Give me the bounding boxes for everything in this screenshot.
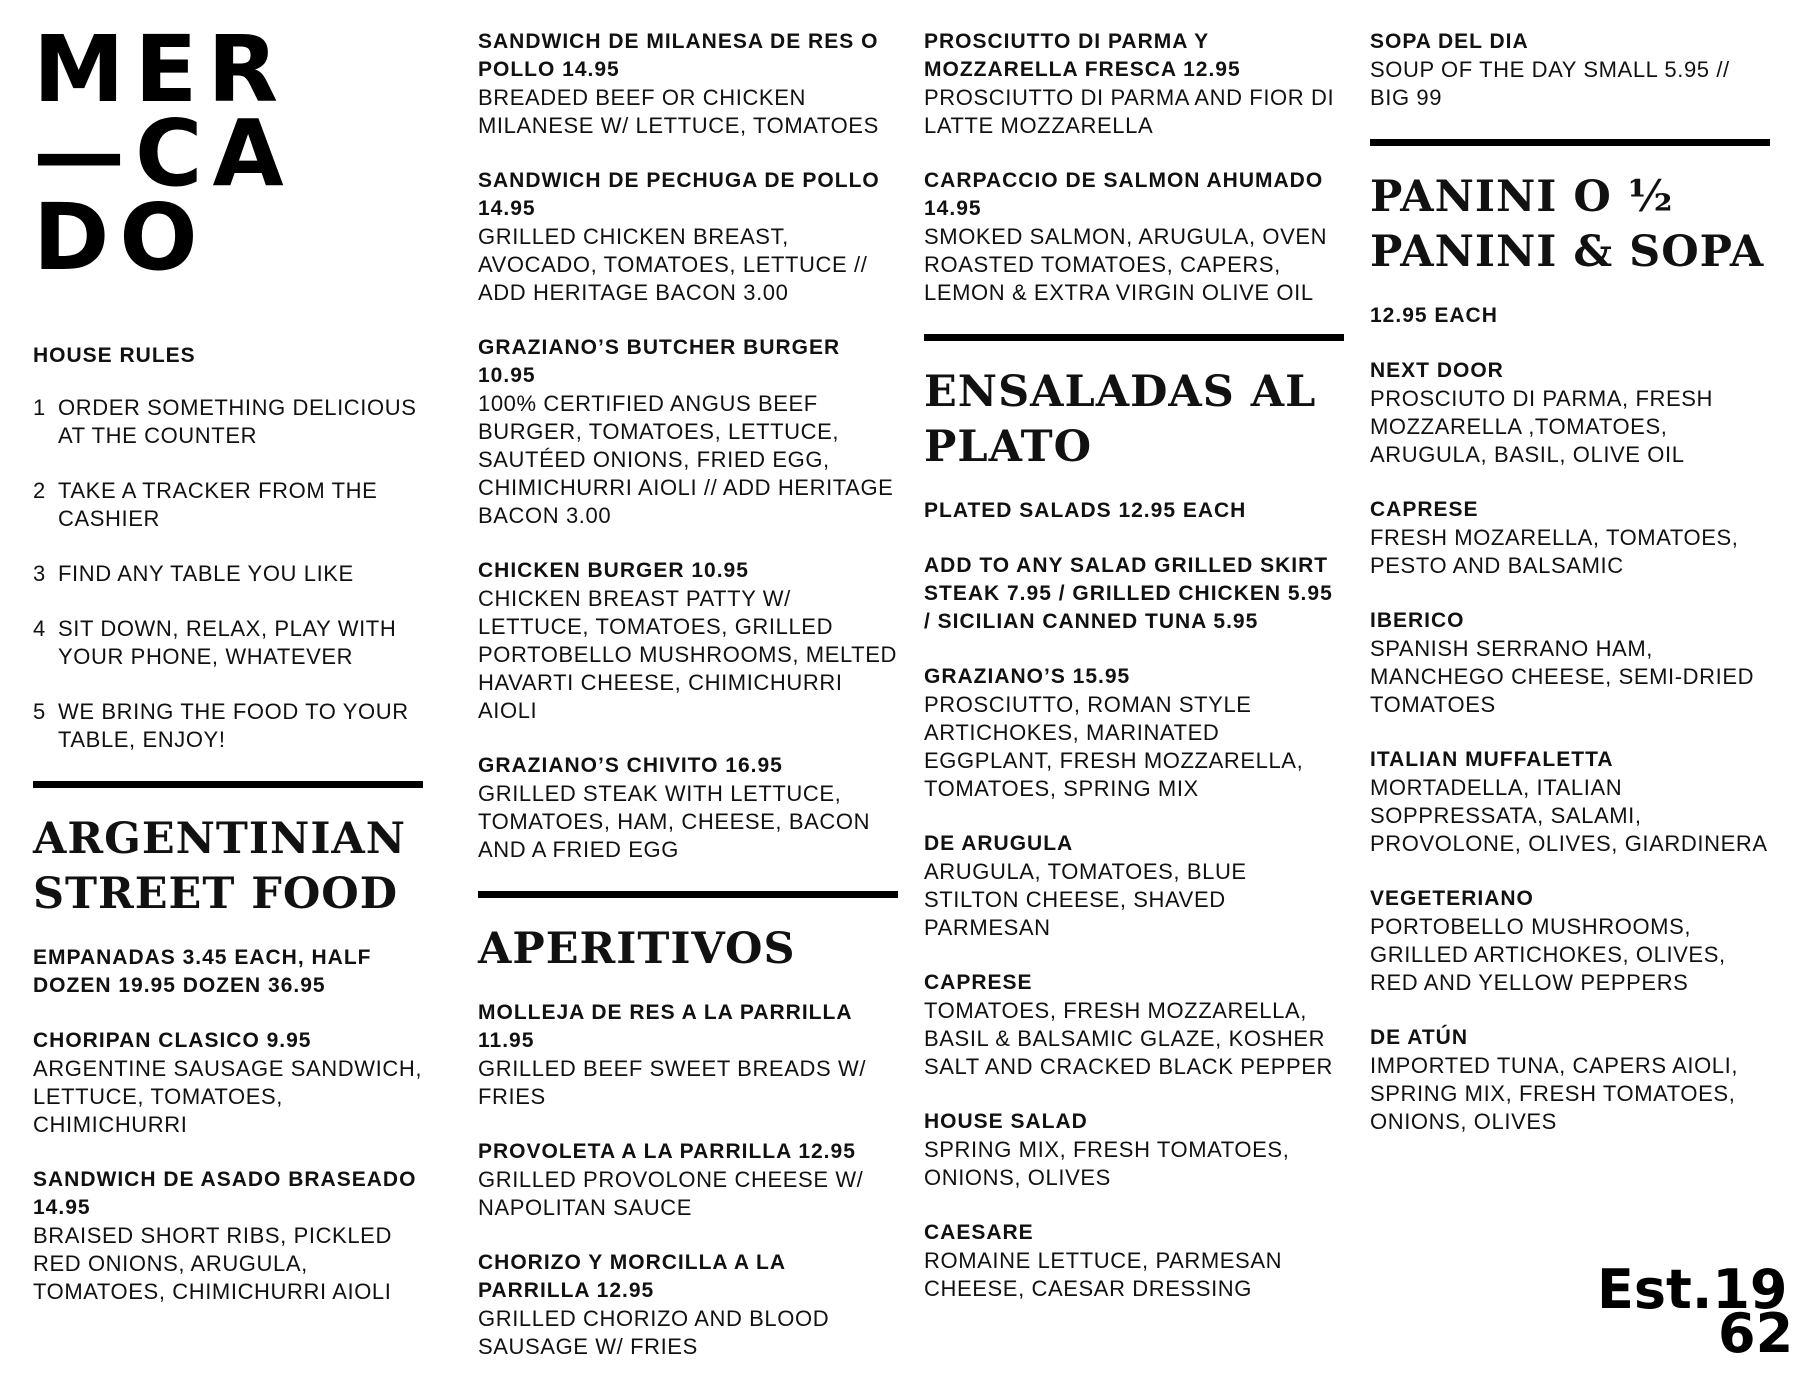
menu-item	[33, 1027, 423, 1139]
item-name: CARPACCIO DE SALMON AHUMADO 14.95	[924, 169, 1324, 220]
item-description: MORTADELLA, ITALIAN SOPPRESSATA, SALAMI, PROVOLONE, OLIVES, GIARDINERA	[1370, 775, 1768, 856]
menu-item	[1370, 746, 1770, 858]
menu-item	[478, 167, 898, 307]
item-description: SMOKED SALMON, ARUGULA, OVEN ROASTED TOMATOES, CAPERS, LEMON & EXTRA VIRGIN OLIVE OIL	[924, 224, 1328, 305]
house-rule: 3 FIND ANY TABLE YOU LIKE	[33, 561, 354, 586]
house-rule: 5 WE BRING THE FOOD TO YOUR TABLE, ENJOY!	[33, 699, 409, 752]
item-description: GRILLED CHORIZO AND BLOOD SAUSAGE W/ FRIES	[478, 1306, 830, 1359]
item-name: SOPA DEL DIA	[1370, 30, 1529, 53]
menu-item	[1370, 1024, 1770, 1136]
item-name: MOLLEJA DE RES A LA PARRILLA 11.95	[478, 1001, 852, 1052]
item-description: ARUGULA, TOMATOES, BLUE STILTON CHEESE, SHAVED PARMESAN	[924, 859, 1247, 940]
item-name: GRAZIANO’S CHIVITO 16.95	[478, 754, 783, 777]
item-name: ITALIAN MUFFALETTA	[1370, 748, 1614, 771]
item-description: PROSCIUTTO DI PARMA AND FIOR DI LATTE MOZZARELLA	[924, 85, 1335, 138]
item-name: SANDWICH DE PECHUGA DE POLLO 14.95	[478, 169, 880, 220]
mercado-logo	[33, 16, 423, 291]
menu-item	[1370, 28, 1770, 112]
item-description: SPANISH SERRANO HAM, MANCHEGO CHEESE, SEMI-DRIED TOMATOES	[1370, 636, 1755, 717]
item-name: CHORIZO Y MORCILLA A LA PARRILLA 12.95	[478, 1251, 786, 1302]
established-year-top: Est.19	[1597, 1258, 1788, 1321]
menu-item	[924, 1219, 1344, 1303]
menu-item	[1370, 607, 1770, 719]
item-description: GRILLED BEEF SWEET BREADS W/ FRIES	[478, 1056, 867, 1109]
section-divider	[1370, 139, 1770, 146]
item-description: ROMAINE LETTUCE, PARMESAN CHEESE, CAESAR DRESSING	[924, 1248, 1283, 1301]
logo-line: —CA	[33, 100, 294, 207]
item-name: SANDWICH DE MILANESA DE RES O POLLO 14.95	[478, 30, 879, 81]
menu-item	[478, 28, 898, 140]
item-name: CAPRESE	[1370, 498, 1479, 521]
menu-item	[924, 663, 1344, 803]
item-name: HOUSE SALAD	[924, 1110, 1088, 1133]
aperitivos-section-title: APERITIVOS	[478, 924, 796, 974]
column-2	[478, 28, 898, 1388]
item-name: PROVOLETA A LA PARRILLA 12.95	[478, 1140, 856, 1163]
item-name: EMPANADAS 3.45 EACH, HALF DOZEN 19.95 DOZEN 36.95	[33, 946, 372, 997]
menu-item	[1370, 357, 1770, 469]
menu-item	[478, 1249, 898, 1361]
house-rules-title: HOUSE RULES	[33, 344, 196, 367]
item-description: TOMATOES, FRESH MOZZARELLA, BASIL & BALSAMIC GLAZE, KOSHER SALT AND CRACKED BLACK PEPPER	[924, 998, 1334, 1079]
menu-item	[1370, 885, 1770, 997]
item-description: 100% CERTIFIED ANGUS BEEF BURGER, TOMATOES, LETTUCE, SAUTÉED ONIONS, FRIED EGG, CHIMICHURRI AIOLI // ADD HERITAGE BACON 3.00	[478, 391, 894, 528]
house-rules-list	[33, 394, 423, 754]
item-description: PROSCIUTO DI PARMA, FRESH MOZZARELLA ,TOMATOES, ARUGULA, BASIL, OLIVE OIL	[1370, 386, 1714, 467]
item-description: PROSCIUTTO, ROMAN STYLE ARTICHOKES, MARINATED EGGPLANT, FRESH MOZZARELLA, TOMATOES, SPRING MIX	[924, 692, 1304, 801]
menu-item	[33, 944, 423, 1000]
column-4	[1370, 28, 1770, 1163]
item-description: BRAISED SHORT RIBS, PICKLED RED ONIONS, ARUGULA, TOMATOES, CHIMICHURRI AIOLI	[33, 1223, 392, 1304]
item-description: GRILLED CHICKEN BREAST, AVOCADO, TOMATOES, LETTUCE // ADD HERITAGE BACON 3.00	[478, 224, 868, 305]
item-description: CHICKEN BREAST PATTY W/ LETTUCE, TOMATOES, GRILLED PORTOBELLO MUSHROOMS, MELTED HAVARTI CHEESE, CHIMICHURRI AIOLI	[478, 586, 897, 723]
logo-line: MER	[33, 16, 289, 123]
menu-item	[478, 334, 898, 530]
item-description: FRESH MOZARELLA, TOMATOES, PESTO AND BALSAMIC	[1370, 525, 1739, 578]
item-name: VEGETERIANO	[1370, 887, 1534, 910]
argentinian-section-title: ARGENTINIAN STREET FOOD	[33, 814, 407, 919]
section-divider	[33, 781, 423, 788]
panini-section-title: PANINI O ½ PANINI & SOPA	[1370, 172, 1765, 277]
item-description: SPRING MIX, FRESH TOMATOES, ONIONS, OLIVES	[924, 1137, 1290, 1190]
house-rule: 1 ORDER SOMETHING DELICIOUS AT THE COUNTER	[33, 395, 417, 448]
menu-item	[924, 969, 1344, 1081]
item-name: DE ATÚN	[1370, 1026, 1468, 1049]
item-name: CHICKEN BURGER 10.95	[478, 559, 749, 582]
item-name: CHORIPAN CLASICO 9.95	[33, 1029, 312, 1052]
house-rule: 4 SIT DOWN, RELAX, PLAY WITH YOUR PHONE, WHATEVER	[33, 616, 397, 669]
established-year-bottom: 62	[1718, 1302, 1794, 1365]
house-rule: 2 TAKE A TRACKER FROM THE CASHIER	[33, 478, 378, 531]
menu-item	[924, 28, 1344, 140]
section-divider	[924, 334, 1344, 341]
item-description: PORTOBELLO MUSHROOMS, GRILLED ARTICHOKES, OLIVES, RED AND YELLOW PEPPERS	[1370, 914, 1726, 995]
ensaladas-section-title: ENSALADAS AL PLATO	[924, 367, 1317, 472]
menu-item	[478, 752, 898, 864]
menu-item	[478, 557, 898, 725]
established-mark	[1597, 1258, 1794, 1365]
item-description: GRILLED PROVOLONE CHEESE W/ NAPOLITAN SAUCE	[478, 1167, 864, 1220]
menu-item	[478, 1138, 898, 1222]
menu-item	[478, 999, 898, 1111]
column-1	[33, 16, 423, 1333]
menu-item	[924, 1108, 1344, 1192]
item-name: CAPRESE	[924, 971, 1033, 994]
item-description: ARGENTINE SAUSAGE SANDWICH, LETTUCE, TOMATOES, CHIMICHURRI	[33, 1056, 423, 1137]
item-name: NEXT DOOR	[1370, 359, 1504, 382]
menu-item	[1370, 496, 1770, 580]
item-description: SOUP OF THE DAY SMALL 5.95 // BIG 99	[1370, 57, 1730, 110]
logo-line: DO	[33, 184, 208, 291]
ensaladas-subtitle: PLATED SALADS 12.95 EACH	[924, 499, 1247, 522]
menu-item	[924, 830, 1344, 942]
item-name: SANDWICH DE ASADO BRASEADO 14.95	[33, 1168, 417, 1219]
item-name: PROSCIUTTO DI PARMA Y MOZZARELLA FRESCA 12.95	[924, 30, 1241, 81]
salad-add-on: ADD TO ANY SALAD GRILLED SKIRT STEAK 7.95 / GRILLED CHICKEN 5.95 / SICILIAN CANNED TUNA 5.95	[924, 554, 1333, 633]
panini-subtitle: 12.95 EACH	[1370, 304, 1498, 327]
column-3	[924, 28, 1344, 1330]
item-name: IBERICO	[1370, 609, 1465, 632]
item-name: DE ARUGULA	[924, 832, 1074, 855]
item-description: IMPORTED TUNA, CAPERS AIOLI, SPRING MIX, FRESH TOMATOES, ONIONS, OLIVES	[1370, 1053, 1739, 1134]
item-name: GRAZIANO’S 15.95	[924, 665, 1131, 688]
section-divider	[478, 891, 898, 898]
menu-item	[924, 167, 1344, 307]
item-name: CAESARE	[924, 1221, 1034, 1244]
item-name: GRAZIANO’S BUTCHER BURGER 10.95	[478, 336, 841, 387]
item-description: BREADED BEEF OR CHICKEN MILANESE W/ LETTUCE, TOMATOES	[478, 85, 879, 138]
menu-item	[33, 1166, 423, 1306]
item-description: GRILLED STEAK WITH LETTUCE, TOMATOES, HAM, CHEESE, BACON AND A FRIED EGG	[478, 781, 871, 862]
